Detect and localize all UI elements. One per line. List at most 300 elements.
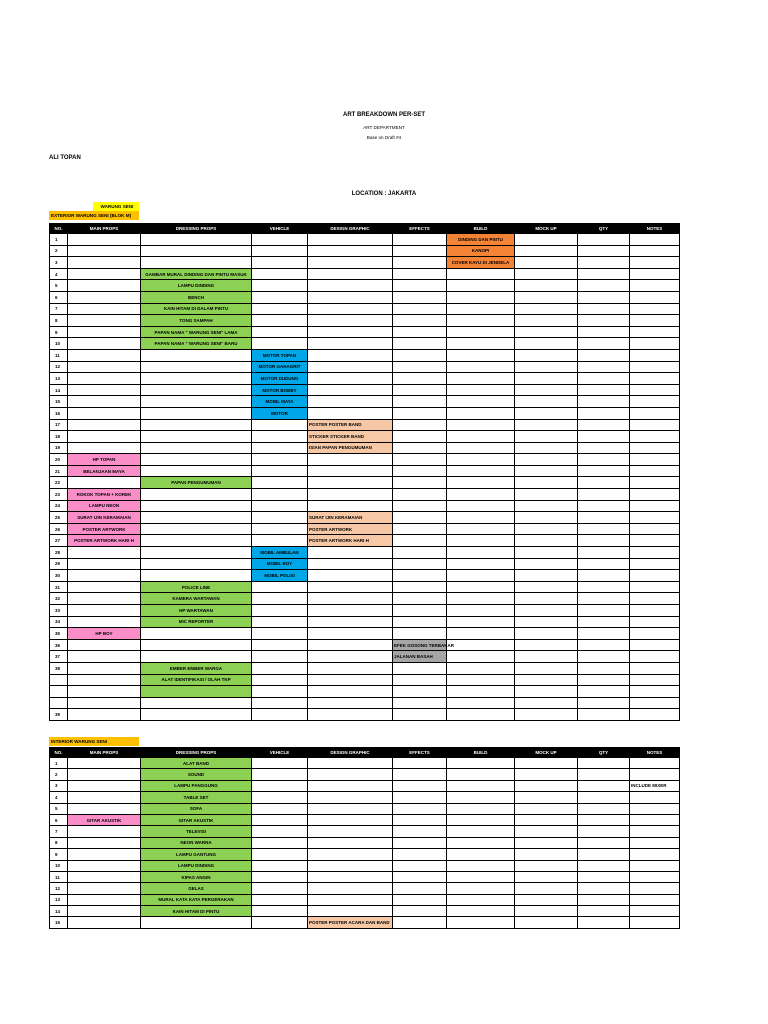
design-graphic-cell: POSTER ARTWORK <box>308 523 393 535</box>
dressing-props-cell: GAMBAR MURAL DINDING DAN PINTU MASUK <box>141 268 252 280</box>
build-cell <box>447 651 515 663</box>
notes-cell <box>630 268 680 280</box>
effects-cell <box>393 826 447 837</box>
notes-cell <box>630 709 680 721</box>
qty-cell <box>578 906 630 917</box>
build-cell: DINDING DAN PINTU <box>447 234 515 246</box>
build-cell <box>447 758 515 769</box>
dressing-props-cell <box>141 651 252 663</box>
build-cell <box>447 570 515 582</box>
design-graphic-cell <box>308 245 393 257</box>
main-props-cell <box>68 431 141 443</box>
design-graphic-cell <box>308 407 393 419</box>
no-cell: 35 <box>50 628 68 640</box>
dressing-props-cell: NEON WARNA <box>141 837 252 848</box>
vehicle-cell <box>252 639 308 651</box>
mock-up-cell <box>515 558 578 570</box>
build-cell <box>447 593 515 605</box>
design-graphic-cell <box>308 674 393 686</box>
mock-up-cell <box>515 291 578 303</box>
main-props-cell <box>68 662 141 674</box>
mock-up-cell <box>515 803 578 814</box>
dressing-props-cell: SOUND <box>141 769 252 780</box>
effects-cell <box>393 500 447 512</box>
vehicle-cell <box>252 826 308 837</box>
qty-cell <box>578 662 630 674</box>
notes-cell <box>630 523 680 535</box>
vehicle-cell <box>252 581 308 593</box>
table-row <box>50 431 680 443</box>
mock-up-cell <box>515 349 578 361</box>
effects-cell <box>393 303 447 315</box>
qty-cell <box>578 338 630 350</box>
design-graphic-cell <box>308 280 393 292</box>
build-cell <box>447 558 515 570</box>
table-row <box>50 593 680 605</box>
build-cell <box>447 662 515 674</box>
table-row <box>50 419 680 431</box>
vehicle-cell <box>252 803 308 814</box>
effects-cell <box>393 523 447 535</box>
build-cell <box>447 883 515 894</box>
qty-cell <box>578 477 630 489</box>
dressing-props-cell: SOFA <box>141 803 252 814</box>
column-header-dressing-props: DRESSING PROPS <box>141 224 252 234</box>
vehicle-cell <box>252 860 308 871</box>
main-props-cell <box>68 651 141 663</box>
mock-up-cell <box>515 234 578 246</box>
table-row <box>50 803 680 814</box>
dressing-props-cell <box>141 628 252 640</box>
build-cell <box>447 373 515 385</box>
vehicle-cell <box>252 674 308 686</box>
effects-cell <box>393 581 447 593</box>
main-props-cell <box>68 697 141 709</box>
interior-header-row <box>50 748 680 758</box>
notes-cell <box>630 245 680 257</box>
no-cell: 1 <box>50 758 68 769</box>
effects-cell: JALANAN BASAH <box>393 651 447 663</box>
notes-cell <box>630 814 680 825</box>
qty-cell <box>578 268 630 280</box>
mock-up-cell <box>515 769 578 780</box>
table-row <box>50 837 680 848</box>
no-cell: 4 <box>50 268 68 280</box>
main-props-cell <box>68 245 141 257</box>
effects-cell <box>393 384 447 396</box>
no-cell: 11 <box>50 349 68 361</box>
vehicle-cell <box>252 593 308 605</box>
no-cell: 14 <box>50 906 68 917</box>
table-row <box>50 686 680 698</box>
qty-cell <box>578 917 630 928</box>
qty-cell <box>578 871 630 882</box>
dressing-props-cell <box>141 523 252 535</box>
qty-cell <box>578 361 630 373</box>
dressing-props-cell: TONG SAMPAH <box>141 315 252 327</box>
no-cell: 8 <box>50 837 68 848</box>
build-cell <box>447 535 515 547</box>
main-props-cell: BELANJAAN MAYA <box>68 465 141 477</box>
dressing-props-cell <box>141 396 252 408</box>
effects-cell <box>393 849 447 860</box>
table-row <box>50 245 680 257</box>
vehicle-cell: MOTOR <box>252 407 308 419</box>
notes-cell <box>630 373 680 385</box>
effects-cell <box>393 686 447 698</box>
dressing-props-cell: MURAL KATA KATA PERGERAKAN <box>141 894 252 905</box>
notes-cell <box>630 407 680 419</box>
build-cell <box>447 454 515 466</box>
notes-cell <box>630 906 680 917</box>
dressing-props-cell: EMBER EMBER WARGA <box>141 662 252 674</box>
qty-cell <box>578 547 630 559</box>
notes-cell <box>630 826 680 837</box>
no-cell: 15 <box>50 396 68 408</box>
design-graphic-cell <box>308 477 393 489</box>
main-props-cell: HP BOY <box>68 628 141 640</box>
no-cell: 14 <box>50 384 68 396</box>
design-graphic-cell <box>308 396 393 408</box>
mock-up-cell <box>515 523 578 535</box>
build-cell: COVER KAYU DI JENDELA <box>447 257 515 269</box>
qty-cell <box>578 373 630 385</box>
table-row <box>50 814 680 825</box>
main-props-cell: POSTER ARTWORK <box>68 523 141 535</box>
effects-cell <box>393 616 447 628</box>
qty-cell <box>578 326 630 338</box>
effects-cell <box>393 758 447 769</box>
design-graphic-cell <box>308 257 393 269</box>
table-row <box>50 512 680 524</box>
design-graphic-cell <box>308 234 393 246</box>
qty-cell <box>578 837 630 848</box>
design-graphic-cell <box>308 268 393 280</box>
effects-cell <box>393 338 447 350</box>
dressing-props-cell <box>141 535 252 547</box>
no-cell: 11 <box>50 871 68 882</box>
mock-up-cell <box>515 883 578 894</box>
table-row <box>50 349 680 361</box>
no-cell: 6 <box>50 814 68 825</box>
main-props-cell <box>68 686 141 698</box>
main-props-cell <box>68 477 141 489</box>
design-graphic-cell <box>308 758 393 769</box>
qty-cell <box>578 454 630 466</box>
mock-up-cell <box>515 570 578 582</box>
vehicle-cell <box>252 697 308 709</box>
mock-up-cell <box>515 315 578 327</box>
mock-up-cell <box>515 709 578 721</box>
no-cell: 29 <box>50 558 68 570</box>
vehicle-cell <box>252 917 308 928</box>
notes-cell <box>630 758 680 769</box>
qty-cell <box>578 709 630 721</box>
dressing-props-cell: ALAT BAND <box>141 758 252 769</box>
no-cell <box>50 686 68 698</box>
dressing-props-cell: GELAS <box>141 883 252 894</box>
vehicle-cell <box>252 338 308 350</box>
mock-up-cell <box>515 651 578 663</box>
design-graphic-cell: POSTER ARTWORK HARI H <box>308 535 393 547</box>
main-props-cell <box>68 407 141 419</box>
table-row <box>50 917 680 928</box>
qty-cell <box>578 616 630 628</box>
build-cell <box>447 628 515 640</box>
build-cell <box>447 315 515 327</box>
qty-cell <box>578 465 630 477</box>
effects-cell <box>393 860 447 871</box>
vehicle-cell <box>252 662 308 674</box>
dressing-props-cell <box>141 512 252 524</box>
main-props-cell <box>68 605 141 617</box>
dressing-props-cell <box>141 349 252 361</box>
no-cell: 36 <box>50 639 68 651</box>
no-cell: 9 <box>50 326 68 338</box>
qty-cell <box>578 407 630 419</box>
mock-up-cell <box>515 373 578 385</box>
mock-up-cell <box>515 489 578 501</box>
table-row <box>50 883 680 894</box>
table-row <box>50 396 680 408</box>
vehicle-cell <box>252 291 308 303</box>
no-cell: 5 <box>50 280 68 292</box>
effects-cell <box>393 234 447 246</box>
no-cell: 10 <box>50 338 68 350</box>
effects-cell <box>393 814 447 825</box>
main-props-cell <box>68 758 141 769</box>
effects-cell <box>393 245 447 257</box>
design-graphic-cell <box>308 860 393 871</box>
effects-cell <box>393 871 447 882</box>
no-cell: 26 <box>50 523 68 535</box>
mock-up-cell <box>515 361 578 373</box>
build-cell <box>447 826 515 837</box>
column-header-no: NO. <box>50 748 68 758</box>
main-props-cell: GITAR AKUSTIK <box>68 814 141 825</box>
notes-cell <box>630 917 680 928</box>
main-props-cell <box>68 581 141 593</box>
table-row <box>50 338 680 350</box>
notes-cell <box>630 697 680 709</box>
vehicle-cell <box>252 616 308 628</box>
table-row <box>50 906 680 917</box>
dressing-props-cell <box>141 454 252 466</box>
column-header-notes: NOTES <box>630 748 680 758</box>
notes-cell <box>630 849 680 860</box>
dressing-props-cell: BENCH <box>141 291 252 303</box>
department-label: ART DEPARTMENT <box>363 125 405 130</box>
table-row <box>50 384 680 396</box>
design-graphic-cell <box>308 315 393 327</box>
interior-breakdown-table <box>49 747 680 929</box>
mock-up-cell <box>515 860 578 871</box>
table-row <box>50 268 680 280</box>
build-cell <box>447 523 515 535</box>
qty-cell <box>578 581 630 593</box>
main-props-cell: HP TOPAN <box>68 454 141 466</box>
effects-cell <box>393 257 447 269</box>
design-graphic-cell <box>308 593 393 605</box>
qty-cell <box>578 628 630 640</box>
notes-cell <box>630 593 680 605</box>
design-graphic-cell <box>308 384 393 396</box>
vehicle-cell <box>252 906 308 917</box>
column-header-vehicle: VEHICLE <box>252 748 308 758</box>
dressing-props-cell <box>141 431 252 443</box>
vehicle-cell: MOTOR DUDUNG <box>252 373 308 385</box>
dressing-props-cell <box>141 489 252 501</box>
design-graphic-cell <box>308 291 393 303</box>
exterior-breakdown-table <box>49 223 680 721</box>
notes-cell <box>630 558 680 570</box>
notes-cell <box>630 581 680 593</box>
design-graphic-cell: SURAT IJIN KERAMAIAN <box>308 512 393 524</box>
effects-cell <box>393 477 447 489</box>
design-graphic-cell <box>308 651 393 663</box>
main-props-cell <box>68 871 141 882</box>
vehicle-cell <box>252 849 308 860</box>
design-graphic-cell <box>308 814 393 825</box>
main-props-cell <box>68 906 141 917</box>
vehicle-cell <box>252 326 308 338</box>
effects-cell <box>393 628 447 640</box>
design-graphic-cell: POSTER POSTER BAND <box>308 419 393 431</box>
effects-cell <box>393 512 447 524</box>
no-cell: 20 <box>50 454 68 466</box>
notes-cell <box>630 349 680 361</box>
design-graphic-cell <box>308 639 393 651</box>
notes-cell <box>630 547 680 559</box>
effects-cell <box>393 894 447 905</box>
effects-cell <box>393 769 447 780</box>
qty-cell <box>578 442 630 454</box>
table-row <box>50 523 680 535</box>
main-props-cell <box>68 384 141 396</box>
dressing-props-cell <box>141 500 252 512</box>
mock-up-cell <box>515 500 578 512</box>
column-header-vehicle: VEHICLE <box>252 224 308 234</box>
no-cell: 7 <box>50 303 68 315</box>
dressing-props-cell: LAMPU DINDING <box>141 280 252 292</box>
qty-cell <box>578 605 630 617</box>
no-cell: 30 <box>50 570 68 582</box>
build-cell <box>447 512 515 524</box>
design-graphic-cell <box>308 373 393 385</box>
dressing-props-cell <box>141 917 252 928</box>
notes-cell <box>630 326 680 338</box>
notes-cell <box>630 280 680 292</box>
effects-cell <box>393 280 447 292</box>
build-cell <box>447 814 515 825</box>
notes-cell <box>630 477 680 489</box>
design-graphic-cell <box>308 465 393 477</box>
design-graphic-cell: STICKER STICKER BAND <box>308 431 393 443</box>
no-cell: 3 <box>50 780 68 791</box>
notes-cell <box>630 871 680 882</box>
table-row <box>50 465 680 477</box>
build-cell <box>447 303 515 315</box>
notes-cell <box>630 454 680 466</box>
effects-cell <box>393 454 447 466</box>
build-cell <box>447 837 515 848</box>
dressing-props-cell <box>141 384 252 396</box>
build-cell <box>447 442 515 454</box>
notes-cell <box>630 570 680 582</box>
build-cell <box>447 871 515 882</box>
interior-section-label: INTERIOR WARUNG SENI <box>49 737 139 746</box>
no-cell: 25 <box>50 512 68 524</box>
notes-cell <box>630 396 680 408</box>
exterior-section-label: EXTERIOR WARUNG SENI (BLOK M) <box>49 211 139 220</box>
mock-up-cell <box>515 792 578 803</box>
main-props-cell <box>68 792 141 803</box>
design-graphic-cell <box>308 547 393 559</box>
main-props-cell <box>68 338 141 350</box>
effects-cell <box>393 361 447 373</box>
main-props-cell <box>68 257 141 269</box>
table-row <box>50 547 680 559</box>
vehicle-cell <box>252 257 308 269</box>
effects-cell <box>393 442 447 454</box>
design-graphic-cell: POSTER POSTER ACARA DAN BAND <box>308 917 393 928</box>
build-cell <box>447 489 515 501</box>
qty-cell <box>578 593 630 605</box>
main-props-cell <box>68 803 141 814</box>
table-row <box>50 651 680 663</box>
set-name-tag: WARUNG SENI <box>93 202 139 211</box>
no-cell: 16 <box>50 407 68 419</box>
vehicle-cell <box>252 315 308 327</box>
effects-cell <box>393 465 447 477</box>
design-graphic-cell <box>308 803 393 814</box>
table-row <box>50 558 680 570</box>
build-cell <box>447 860 515 871</box>
main-props-cell <box>68 769 141 780</box>
no-cell: 19 <box>50 442 68 454</box>
mock-up-cell <box>515 871 578 882</box>
main-props-cell <box>68 349 141 361</box>
dressing-props-cell <box>141 697 252 709</box>
design-graphic-cell <box>308 849 393 860</box>
effects-cell <box>393 558 447 570</box>
vehicle-cell <box>252 780 308 791</box>
main-props-cell: SURAT IJIN KERAMAIAN <box>68 512 141 524</box>
no-cell: 32 <box>50 593 68 605</box>
effects-cell <box>393 407 447 419</box>
no-cell: 24 <box>50 500 68 512</box>
vehicle-cell <box>252 234 308 246</box>
notes-cell <box>630 535 680 547</box>
design-graphic-cell <box>308 883 393 894</box>
column-header-qty: QTY <box>578 748 630 758</box>
no-cell: 10 <box>50 860 68 871</box>
table-row <box>50 477 680 489</box>
column-header-effects: EFFECTS <box>393 224 447 234</box>
main-props-cell <box>68 303 141 315</box>
effects-cell <box>393 268 447 280</box>
mock-up-cell <box>515 758 578 769</box>
vehicle-cell: MOTOR BOBBY <box>252 384 308 396</box>
qty-cell <box>578 803 630 814</box>
vehicle-cell: MOTOR TOPAN <box>252 349 308 361</box>
dressing-props-cell <box>141 639 252 651</box>
main-props-cell <box>68 373 141 385</box>
table-row <box>50 697 680 709</box>
document-title: ART BREAKDOWN PER-SET <box>343 112 425 118</box>
mock-up-cell <box>515 581 578 593</box>
effects-cell <box>393 535 447 547</box>
